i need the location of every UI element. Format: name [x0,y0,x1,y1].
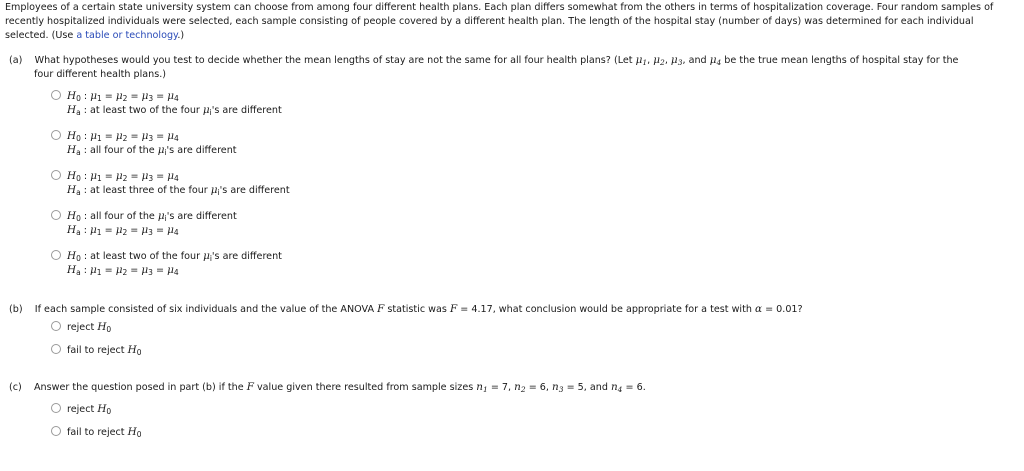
ha-line: $H_a$ : at least two of the four $\mu_i's$ are different [67,104,282,117]
part-c-text-6: = 6. [625,382,646,393]
part-c-text-2: value given there resulted from sample sizes [256,382,474,393]
part-a-label: (a) [9,55,23,66]
h0-line: $H_0$ : $\mu_1 = \mu_2 = \mu_3 = \mu_4$ [67,90,179,103]
radio-button[interactable] [51,426,61,436]
f-symbol: F [246,381,254,393]
n1-symbol: $n_1$ [476,381,488,394]
intro-text: Employees of a certain state university system can choose from among four different health plans. Each plan differs somewhat from the others in terms of hospitalization coverage. Four random samples of recently hospitalized individuals were selected, each sample consisting of people covered by a different health plan. The length of the hospital stay (number of days) was determined for each individual selected. (Use [5,2,994,41]
radio-button[interactable] [51,321,61,331]
ha-line: $H_a$ : all four of the $\mu_i's$ are different [67,144,237,157]
h0-line: $H_0$ : at least two of the four $\mu_i's$ are different [67,250,282,263]
f-symbol: F [377,303,385,315]
radio-button[interactable] [51,170,61,180]
part-c-text-3: = 7, [490,382,512,393]
mu3-symbol: $\mu_3$ [670,54,683,67]
part-b-text-3: = 4.17, what conclusion would be appropriate for a test with [460,304,752,315]
radio-button[interactable] [51,130,61,140]
part-a-and: , and [682,55,707,66]
ha-line: $H_a$ : $\mu_1 = \mu_2 = \mu_3 = \mu_4$ [67,264,179,277]
part-c-text-5: = 5, and [566,382,608,393]
problem-intro [5,1,1017,43]
ha-line: $H_a$ : $\mu_1 = \mu_2 = \mu_3 = \mu_4$ [67,224,179,237]
radio-button[interactable] [51,344,61,354]
mu1-symbol: $\mu_1$ [635,54,648,67]
n4-symbol: $n_4$ [610,381,623,394]
part-b-label: (b) [9,304,23,315]
n3-symbol: $n_3$ [552,381,564,394]
part-a-question: (a) What hypotheses would you test to decide whether the mean lengths of stay are not the same for all four health plans? (Let $\mu_1$, $\mu_2$, $\mu_3$, and $\mu_4$ be the true mean lengths of hospital stay for the [9,54,959,67]
option-label: reject $H_0$ [67,321,112,334]
part-b-question [9,302,803,317]
radio-button[interactable] [51,90,61,100]
part-c-text-4: = 6, [528,382,549,393]
alpha-symbol: α [754,303,763,315]
f-symbol: F [449,303,458,315]
mu4-symbol: $\mu_4$ [709,54,722,67]
part-a-question-line2: four different health plans.) [34,69,167,80]
h0-line: $H_0$ : $\mu_1 = \mu_2 = \mu_3 = \mu_4$ [67,130,179,143]
radio-button[interactable] [51,250,61,260]
part-b-text-2: statistic was [387,304,447,315]
radio-button[interactable] [51,210,61,220]
part-c-question [9,380,646,395]
part-b-text-4: = 0.01? [765,304,803,315]
option-label: fail to reject $H_0$ [67,426,142,439]
part-c-label: (c) [9,382,22,393]
h0-line: $H_0$ : all four of the $\mu_i's$ are different [67,210,237,223]
table-or-technology-link[interactable]: a table or technology [76,30,178,41]
n2-symbol: $n_2$ [514,381,526,394]
part-a-text-2: be the true mean lengths of hospital stay for the [724,55,959,66]
intro-end: .) [177,30,185,41]
part-a-text-1: What hypotheses would you test to decide whether the mean lengths of stay are not the same for all four health plans? (Let [34,55,633,66]
option-label: reject $H_0$ [67,403,112,416]
radio-button[interactable] [51,403,61,413]
mu2-symbol: $\mu_2$ [653,54,665,67]
part-b-text-1: If each sample consisted of six individuals and the value of the ANOVA [34,304,375,315]
ha-line: $H_a$ : at least three of the four $\mu_i's$ are different [67,184,290,197]
part-c-text-1: Answer the question posed in part (b) if the [33,382,244,393]
h0-line: $H_0$ : $\mu_1 = \mu_2 = \mu_3 = \mu_4$ [67,170,179,183]
option-label: fail to reject $H_0$ [67,344,142,357]
